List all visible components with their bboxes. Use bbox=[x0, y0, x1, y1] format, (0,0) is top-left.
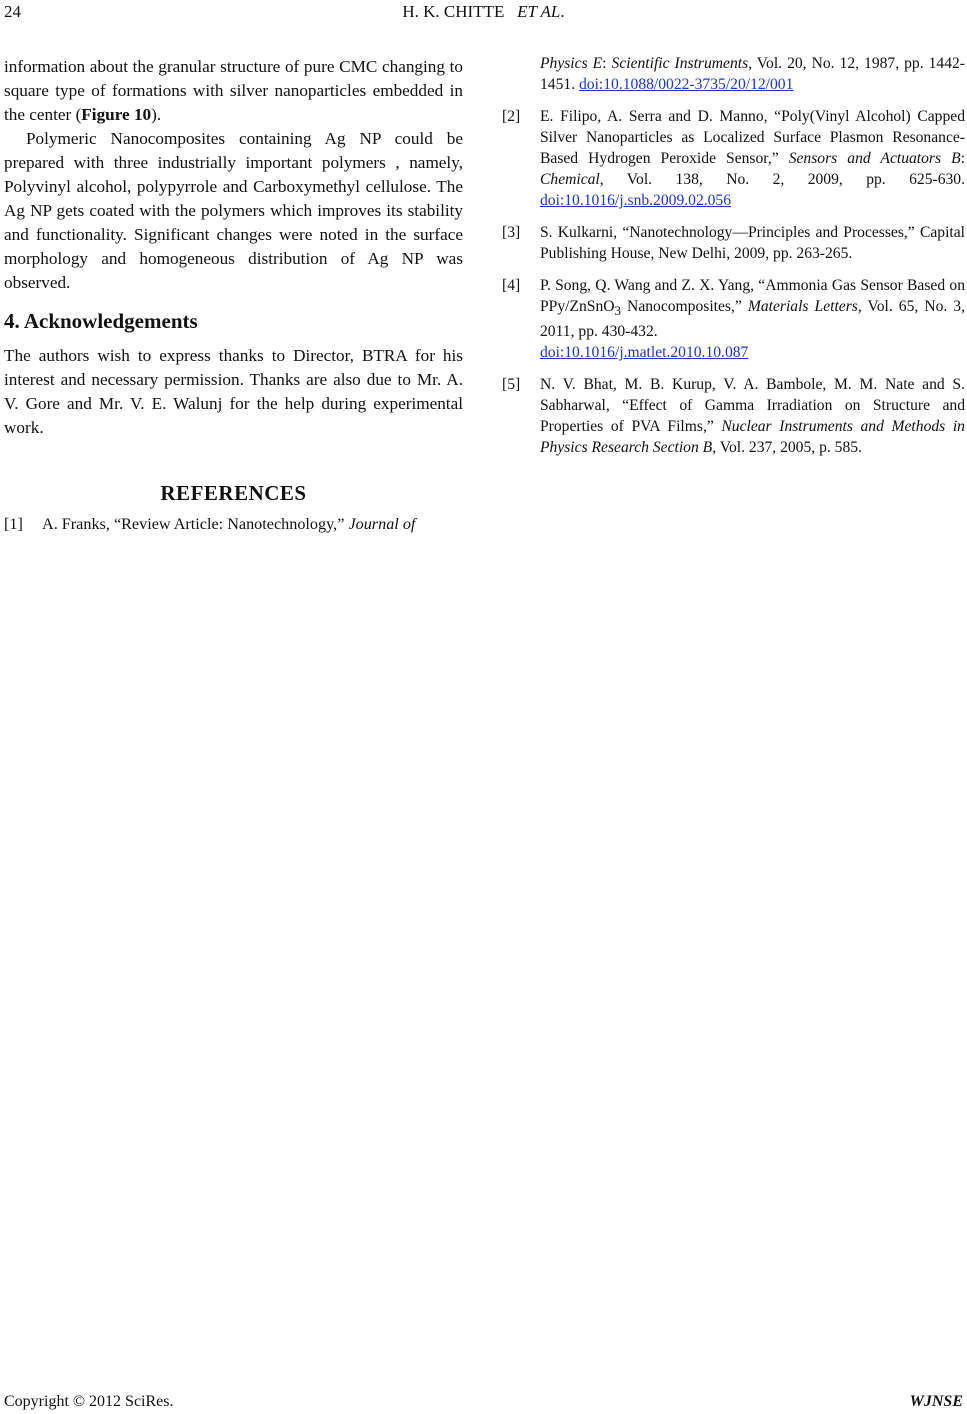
doi-link[interactable]: doi:10.1016/j.matlet.2010.10.087 bbox=[540, 344, 749, 362]
ref-text: , Vol. 138, No. 2, 2009, pp. 625-630. bbox=[599, 171, 965, 188]
acknowledgements-text: The authors wish to express thanks to Director, BTRA for his interest and necessary permission. Thanks are also due to Mr. A. V. Gore and Mr. V. E. Walunj for the help during experimental work. bbox=[4, 346, 463, 437]
reference-5 bbox=[502, 374, 965, 458]
right-column bbox=[502, 53, 965, 469]
figure-ref[interactable]: Figure 10 bbox=[81, 105, 152, 124]
paragraph-conclusion-2: Polymeric Nanocomposites containing Ag NP could be prepared with three industrially important polymers , namely, Polyvinyl alcohol, polypyrrole and Carboxymethyl cellulose. The Ag NP gets coated with the polymers which improves its stability and functionality. Significant changes were noted in the surface morphology and homogeneous distribution of Ag NP was observed. bbox=[4, 129, 463, 292]
subscript: 3 bbox=[614, 303, 622, 319]
ref-number: [1] bbox=[4, 515, 23, 533]
ref-text: , Vol. 20, No. 12, 1987, pp. 1442-1451. bbox=[540, 55, 966, 93]
running-title-dot: . bbox=[560, 2, 565, 21]
ref-text: S. Kulkarni, “Nanotechnology—Principles and Processes,” Capital Publishing House, New Delhi, 2009, pp. 263-265. bbox=[540, 224, 965, 262]
running-title bbox=[4, 2, 963, 22]
ref-journal: Nuclear Instruments and Methods in Physics Research Section B bbox=[540, 418, 965, 457]
reference-1-start: [1] A. Franks, “Review Article: Nanotechnology,” Journal of bbox=[4, 515, 416, 533]
ref-text: P. Song, Q. Wang and Z. X. Yang, “Ammonia Gas Sensor Based on PPy/ZnSnO bbox=[540, 277, 965, 315]
ref-number: [2] bbox=[502, 108, 521, 125]
doi-link[interactable]: doi:10.1088/0022-3735/20/12/001 bbox=[578, 76, 794, 93]
reference-4 bbox=[502, 275, 965, 363]
reference-1-cont: Physics E: Scientific Instruments, Vol. 20, No. 12, 1987, pp. 1442-1451. doi:10.1088/0022-3735/20/12/001 bbox=[540, 55, 966, 93]
copyright: Copyright © 2012 SciRes. bbox=[4, 1393, 174, 1410]
ref-text: : bbox=[602, 55, 612, 72]
ref-number: [5] bbox=[502, 376, 521, 394]
ref-number: [3] bbox=[502, 224, 521, 241]
doi-link[interactable]: doi:10.1016/j.snb.2009.02.056 bbox=[540, 192, 732, 209]
references-heading: REFERENCES bbox=[160, 481, 307, 505]
reference-2 bbox=[502, 106, 965, 211]
ref-text: Nanocomposites,” bbox=[621, 298, 748, 315]
ref-text: E. Filipo, A. Serra and D. Manno, “Poly(Vinyl Alcohol) Capped Silver Nanoparticles as Localized Surface Plasmon Resonance-Based Hydrogen Peroxide Sensor,” bbox=[540, 108, 965, 167]
ref-text: , Vol. 237, 2005, p. 585. bbox=[712, 439, 862, 457]
ref-text: , Vol. 65, No. 3, 2011, pp. 430-432. bbox=[540, 298, 965, 341]
acknowledgements-heading: 4. Acknowledgements bbox=[4, 309, 198, 333]
ref-journal: Scientific Instruments bbox=[611, 55, 749, 72]
running-title-authors: H. K. CHITTE bbox=[402, 2, 505, 21]
page-number: 24 bbox=[4, 2, 21, 21]
ref-journal: Chemical bbox=[540, 171, 600, 188]
reference-3 bbox=[502, 222, 965, 264]
running-title-etal: ET AL bbox=[517, 2, 561, 21]
footer bbox=[4, 1393, 963, 1411]
paragraph-conclusion-1 bbox=[4, 55, 463, 127]
journal-abbrev: WJNSE bbox=[909, 1393, 963, 1410]
ref-journal: Sensors and Actuators B bbox=[788, 150, 961, 167]
text: ). bbox=[151, 105, 162, 124]
ref-text: N. V. Bhat, M. B. Kurup, V. A. Bambole, M. M. Nate and S. Sabharwal, “Effect of Gamma Irradiation on Structure and Properties of PVA Films,” bbox=[540, 376, 965, 436]
ref-text: A. Franks, “Review Article: Nanotechnology,” bbox=[42, 515, 349, 533]
left-column bbox=[4, 55, 463, 546]
ref-text: : bbox=[960, 150, 965, 167]
text: information about the granular structure of pure CMC changing to square type of formations with silver nanoparticles embedded in the center ( bbox=[4, 57, 463, 124]
ref-number: [4] bbox=[502, 277, 521, 294]
ref-journal: Materials Letters bbox=[747, 298, 858, 315]
running-header bbox=[4, 2, 963, 24]
